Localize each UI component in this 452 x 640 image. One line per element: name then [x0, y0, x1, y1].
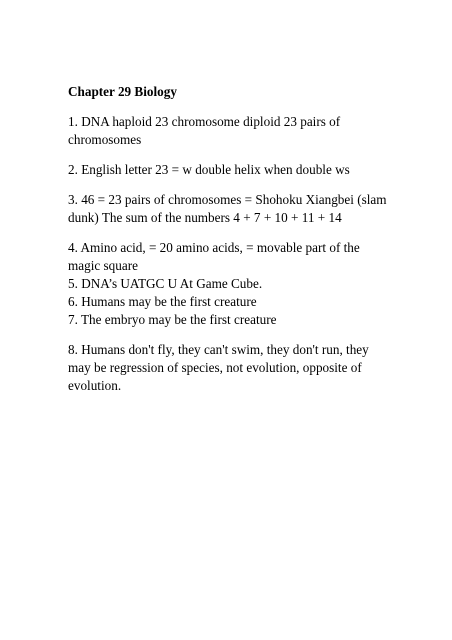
- document-title: Chapter 29 Biology: [68, 84, 177, 99]
- paragraph-4: 4. Amino acid, = 20 amino acids, = movable part of the magic square: [68, 240, 360, 273]
- paragraph-3: 3. 46 = 23 pairs of chromosomes = Shohoku Xiangbei (slam dunk) The sum of the numbers 4 + 7 + 10 + 11 + 14: [68, 192, 387, 225]
- document-body: [68, 83, 388, 407]
- paragraph-2: 2. English letter 23 = w double helix when double ws: [68, 162, 350, 177]
- paragraph-6: 6. Humans may be the first creature: [68, 294, 257, 309]
- paragraph-1: 1. DNA haploid 23 chromosome diploid 23 pairs of chromosomes: [68, 114, 341, 147]
- paragraph-8: 8. Humans don't fly, they can't swim, they don't run, they may be regression of species, not evolution, opposite of evolution.: [68, 342, 369, 393]
- paragraph-7: 7. The embryo may be the first creature: [68, 312, 277, 327]
- paragraph-5: 5. DNA’s UATGC U At Game Cube.: [68, 276, 263, 291]
